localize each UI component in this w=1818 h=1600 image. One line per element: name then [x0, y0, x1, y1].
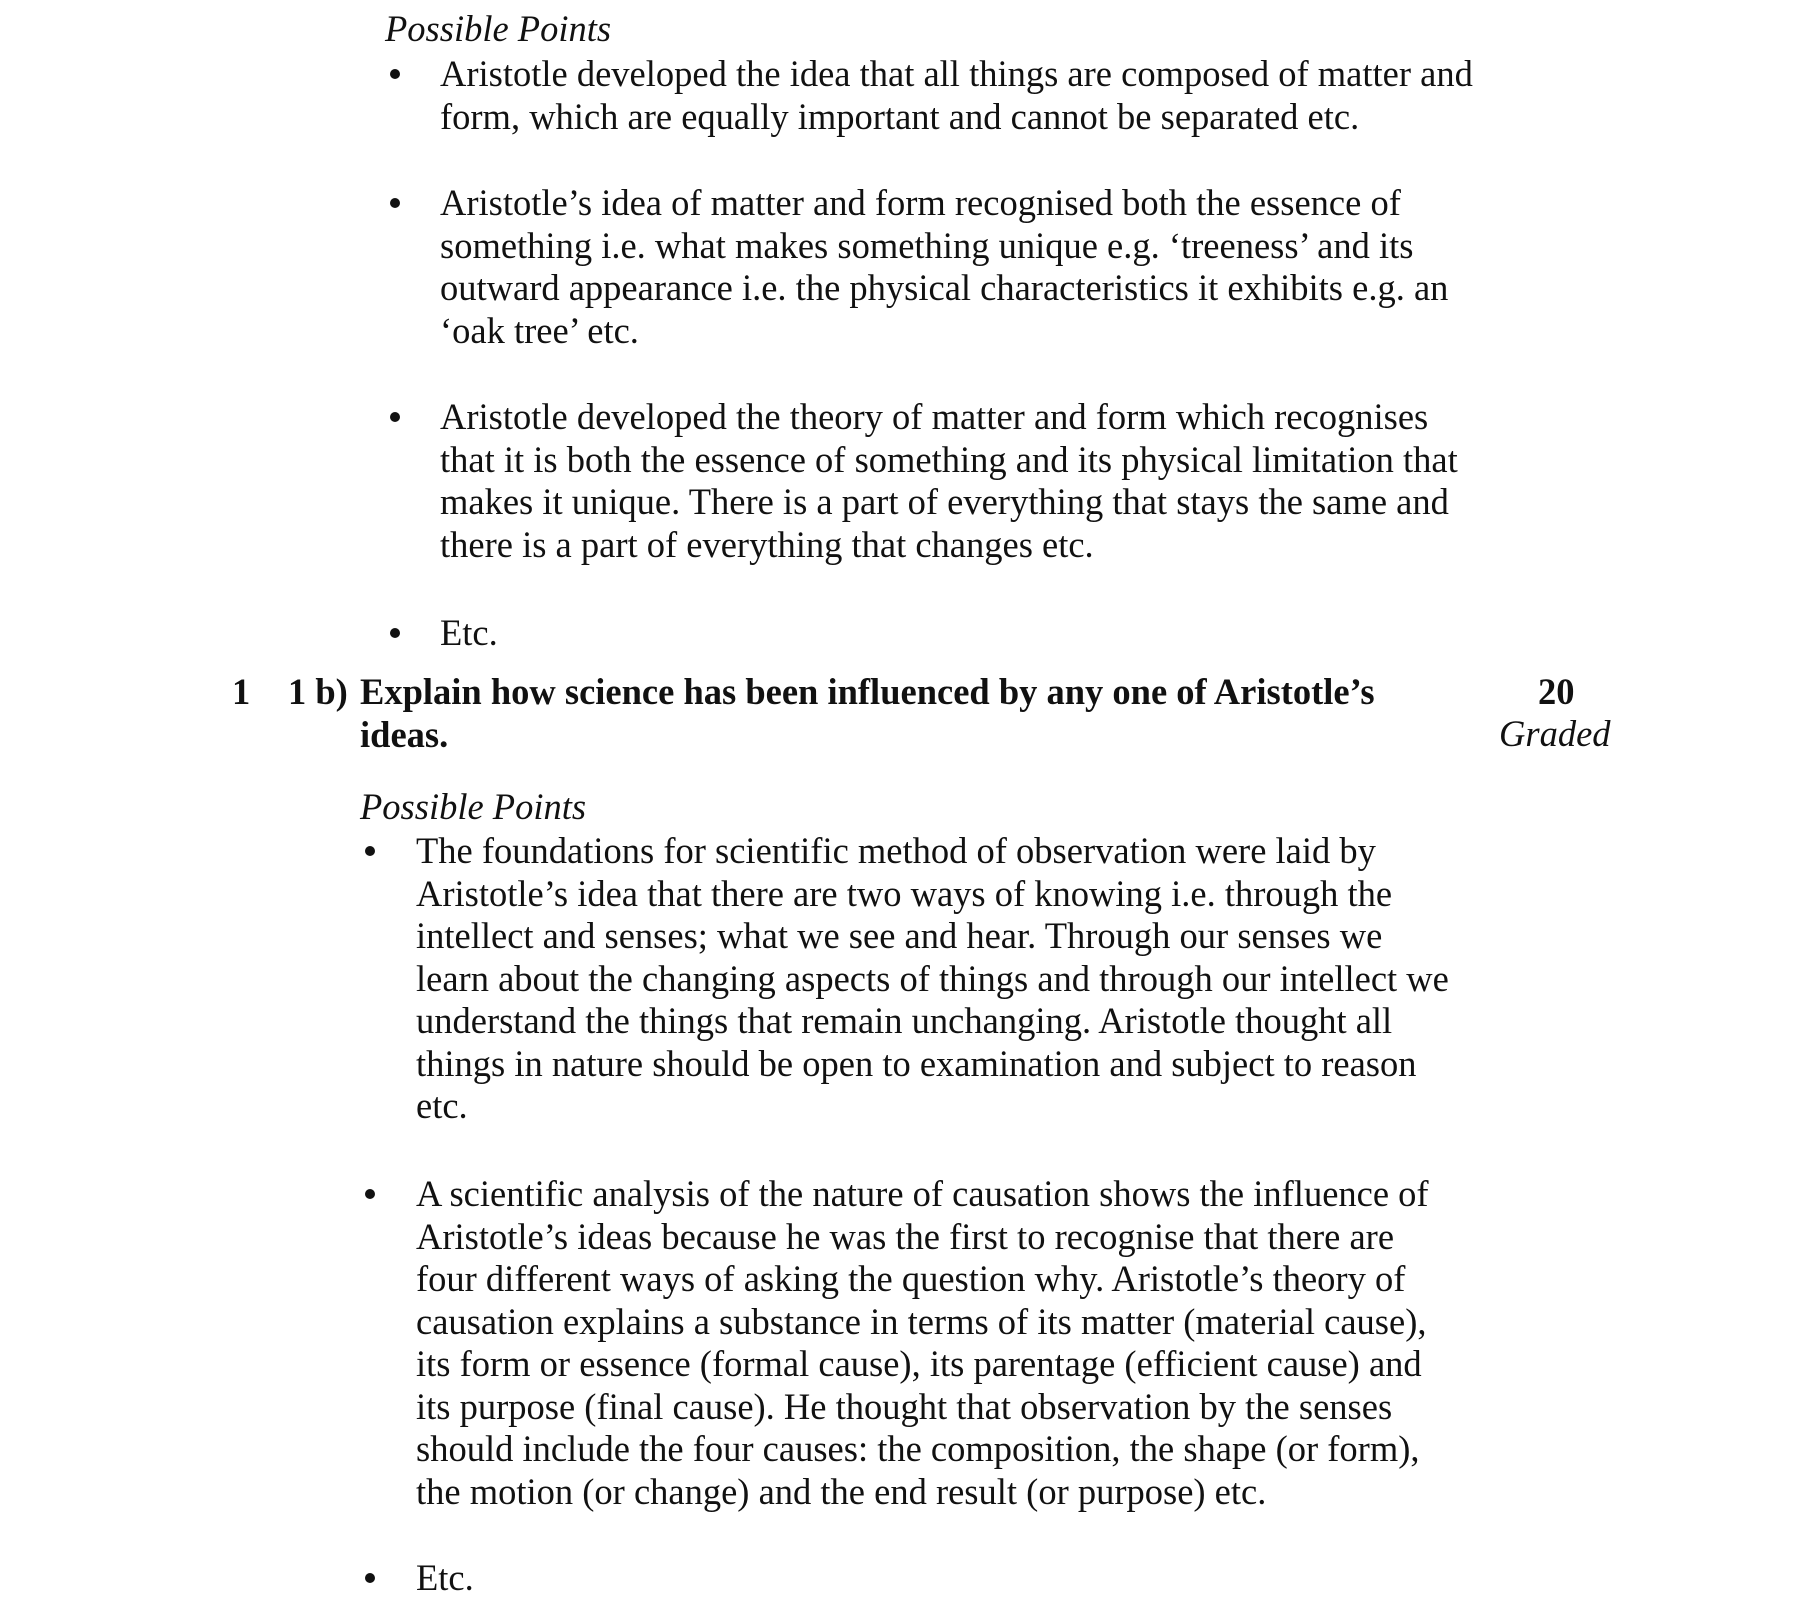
- list-item-line: learn about the changing aspects of things and through our intellect we: [416, 957, 1449, 999]
- list-item-line: ‘oak tree’ etc.: [440, 309, 639, 351]
- list-item-line: Aristotle developed the theory of matter and form which recognises: [440, 396, 1429, 437]
- list-item-line: Etc.: [440, 612, 498, 653]
- bullet-marker: [390, 198, 400, 208]
- list-item: [416, 1557, 474, 1600]
- list-item: [440, 53, 1473, 138]
- list-item-line: understand the things that remain unchanging. Aristotle thought all: [416, 1000, 1393, 1041]
- list-item-line: makes it unique. There is a part of everything that stays the same and: [440, 481, 1449, 522]
- list-item-line: there is a part of everything that changes etc.: [440, 523, 1094, 565]
- possible-points-heading: Possible Points: [360, 786, 587, 827]
- list-item: [440, 182, 1448, 352]
- list-item-line: should include the four causes: the composition, the shape (or form),: [416, 1428, 1420, 1469]
- question-text-line: Explain how science has been influenced by any one of Aristotle’s: [360, 671, 1375, 712]
- list-item-line: something i.e. what makes something unique e.g. ‘treeness’ and its: [440, 224, 1414, 266]
- list-item: [440, 612, 498, 655]
- list-item-line: A scientific analysis of the nature of causation shows the influence of: [416, 1173, 1429, 1214]
- list-item-line: form, which are equally important and cannot be separated etc.: [440, 95, 1360, 137]
- list-item-line: The foundations for scientific method of observation were laid by: [416, 830, 1376, 871]
- list-item-line: Aristotle developed the idea that all things are composed of matter and: [440, 53, 1473, 94]
- possible-points-heading: Possible Points: [385, 8, 612, 49]
- list-item: [416, 1173, 1429, 1513]
- marking-type: Graded: [1499, 713, 1611, 754]
- question-text-line: ideas.: [360, 713, 449, 755]
- list-item-line: the motion (or change) and the end result (or purpose) etc.: [416, 1470, 1267, 1512]
- list-item-line: outward appearance i.e. the physical characteristics it exhibits e.g. an: [440, 267, 1449, 308]
- list-item-line: intellect and senses; what we see and hear. Through our senses we: [416, 915, 1383, 956]
- list-item: [440, 396, 1458, 566]
- question-marks: 20: [1538, 671, 1575, 712]
- bullet-marker: [390, 412, 400, 422]
- list-item-line: its purpose (final cause). He thought that observation by the senses: [416, 1385, 1393, 1427]
- question-part: 1 b): [288, 671, 348, 712]
- bullet-marker: [365, 1189, 375, 1199]
- list-item-line: its form or essence (formal cause), its parentage (efficient cause) and: [416, 1343, 1422, 1384]
- list-item-line: etc.: [416, 1085, 468, 1126]
- bullet-marker: [390, 69, 400, 79]
- list-item-line: Aristotle’s idea of matter and form recognised both the essence of: [440, 182, 1401, 223]
- question-number: 1: [232, 671, 251, 712]
- list-item-line: things in nature should be open to examination and subject to reason: [416, 1042, 1417, 1084]
- list-item-line: Aristotle’s idea that there are two ways of knowing i.e. through the: [416, 872, 1393, 914]
- list-item-line: Etc.: [416, 1557, 474, 1598]
- bullet-marker: [390, 628, 400, 638]
- list-item-line: that it is both the essence of something and its physical limitation that: [440, 438, 1458, 480]
- list-item-line: causation explains a substance in terms of its matter (material cause),: [416, 1300, 1427, 1342]
- bullet-marker: [365, 1573, 375, 1583]
- list-item-line: Aristotle’s ideas because he was the first to recognise that there are: [416, 1215, 1395, 1257]
- question-text: [360, 671, 1375, 756]
- list-item-line: four different ways of asking the question why. Aristotle’s theory of: [416, 1258, 1406, 1299]
- list-item: [416, 830, 1449, 1128]
- bullet-marker: [365, 846, 375, 856]
